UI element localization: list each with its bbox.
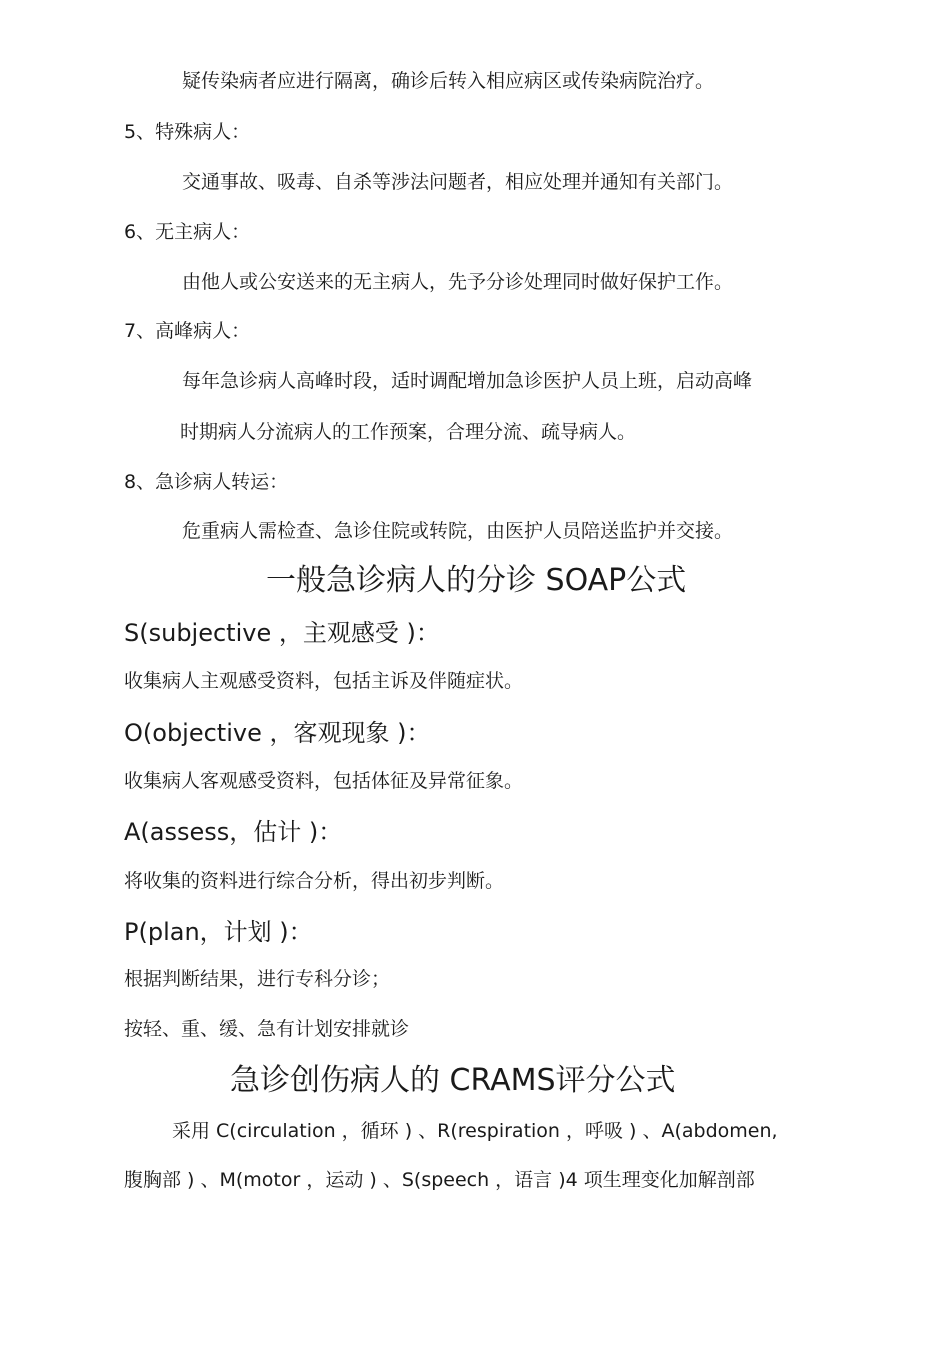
crams-text: 腹胸部 ) 、M(motor ，运动 ) 、S(speech ，语言 )4 项生理变化加解剖部 <box>124 1169 755 1191</box>
soap-s-text: 收集病人主观感受资料，包括主诉及伴随症状。 <box>124 670 524 692</box>
section-heading-unaccompanied-patients: 6、无主病人： <box>124 221 251 243</box>
section-heading-patient-transfer: 8、急诊病人转运： <box>124 471 289 493</box>
crams-title: 急诊创伤病人的 CRAMS评分公式 <box>230 1063 676 1098</box>
paragraph-line: 由他人或公安送来的无主病人，先予分诊处理同时做好保护工作。 <box>182 271 734 293</box>
soap-o-heading: O(objective ，客观现象 )： <box>124 719 431 747</box>
soap-p-text: 根据判断结果，进行专科分诊； <box>124 968 391 990</box>
soap-a-heading: A(assess，估计 )： <box>124 818 343 846</box>
soap-o-text: 收集病人客观感受资料，包括体征及异常征象。 <box>124 770 524 792</box>
paragraph-line: 每年急诊病人高峰时段，适时调配增加急诊医护人员上班，启动高峰 <box>182 370 753 392</box>
soap-a-text: 将收集的资料进行综合分析，得出初步判断。 <box>124 870 505 892</box>
section-heading-peak-patients: 7、高峰病人： <box>124 320 251 342</box>
soap-p-text: 按轻、重、缓、急有计划安排就诊 <box>124 1018 410 1040</box>
soap-s-heading: S(subjective ，主观感受 )： <box>124 619 440 647</box>
crams-text: 采用 C(circulation ，循环 ) 、R(respiration ，呼吸 ) 、A(abdomen, <box>172 1120 778 1142</box>
soap-title: 一般急诊病人的分诊 SOAP公式 <box>266 563 687 598</box>
section-heading-special-patients: 5、特殊病人： <box>124 121 251 143</box>
paragraph-line: 时期病人分流病人的工作预案，合理分流、疏导病人。 <box>180 421 637 443</box>
soap-p-heading: P(plan，计划 )： <box>124 918 313 946</box>
paragraph-line: 疑传染病者应进行隔离，确诊后转入相应病区或传染病院治疗。 <box>182 70 715 92</box>
paragraph-line: 危重病人需检查、急诊住院或转院，由医护人员陪送监护并交接。 <box>182 520 734 542</box>
paragraph-line: 交通事故、吸毒、自杀等涉法问题者，相应处理并通知有关部门。 <box>182 171 734 193</box>
